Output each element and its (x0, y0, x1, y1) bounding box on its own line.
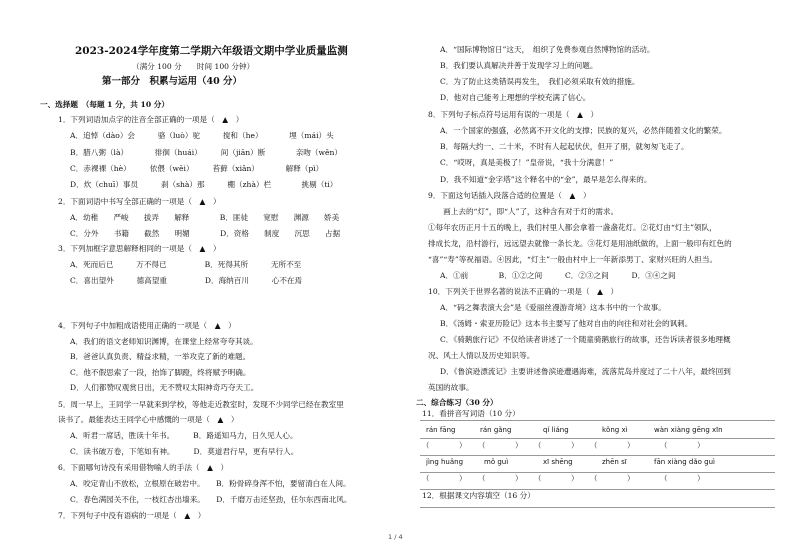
q9-options: A．①前 B．①②之间 C．②③之间 D．③④之间 (440, 271, 676, 280)
q8-option-b: B．每隔大约一、二十米，不时有人起起伏伏，但开了朋，就匆匆飞走了。 (440, 142, 689, 151)
answer-blank-2-3[interactable]: （ ） (534, 474, 579, 483)
pinyin-2-5: fān xiàng dǎo guì (654, 458, 715, 466)
pinyin-2-4: zhēn sī (602, 458, 627, 466)
pinyin-1-4: kǒng xì (602, 426, 628, 434)
pinyin-2-2: mǒ guì (484, 458, 509, 466)
answer-blank-2-2[interactable]: （ ） (478, 474, 523, 483)
question-9: 9．下面这句话插入段落合适的位置是（ ▲ ） (428, 191, 591, 200)
q10-option-c: C．《骑鹅旅行记》不仅给读者讲述了一个随童骑鹅旅行的故事，还告诉读者很多地理概 (440, 335, 731, 344)
question-5: 5．周一早上，王同学一早就来到学校，等他走近教室时，发现不少同学已经在教室里 (58, 400, 344, 409)
section-one-heading: 一、选择题 （每题 1 分，共 10 分） (40, 100, 169, 109)
q10-option-a: A．“码之舞表演大会”是《爱丽丝漫游奇境》这本书中的一个故事。 (440, 303, 666, 312)
exam-scoring: （满分 100 分 时间 100 分钟） (132, 62, 255, 71)
q8-option-a: A．一个国家的强盛，必然离不开文化的支撑；民族的复兴，必然伴随着文化的繁荣。 (440, 126, 727, 135)
q3-options-cd: C．喜出望外 德高望重 D．海纳百川 心不在焉 (70, 276, 303, 285)
q8-option-c: C．“哎呀，真是美极了！”皇帝说，“我十分满意！” (440, 158, 614, 167)
q1-option-c: C．赤裸裸（hè） 依偎（wěi） 苔藓（xiǎn） 解释（pì） (70, 164, 324, 173)
answer-blank-1-5[interactable]: （ ） (660, 441, 705, 450)
q5-options-cd: C．读书破万卷，下笔如有神。 D．莫道君行早，更有早行人。 (70, 447, 299, 456)
question-10: 10．下列关于世界名著的说法不正确的一项是（ ▲ ） (428, 287, 619, 296)
q9-passage-line-3: “喜”“寿”等祝福语。④因此，“灯主”一般由村中上一年新添男丁、家财兴旺的人担当。 (428, 255, 718, 264)
q4-option-d: D．人们都赞叹观赏日出，无不赞叹太阳神奇巧夺天工。 (70, 383, 259, 392)
pinyin-1-2: rán gǎng (480, 426, 512, 434)
question-4: 4．下列句子中加粗成语使用正确的一项是（ ▲ ） (58, 321, 236, 330)
page-number: 1 / 4 (388, 533, 403, 541)
question-5-cont: 读书了。最能表达王同学心中感慨的一项是（ ▲ ） (58, 415, 239, 424)
q1-option-b: B．腊八粥（là） 徘徊（huái） 间（jiān）断 亲吻（wěn） (70, 148, 342, 157)
answer-blank-2-1[interactable]: （ ） (422, 474, 467, 483)
question-6: 6．下面哪句诗没有采用借物喻人的手法（ ▲ ） (58, 463, 229, 472)
question-8: 8．下列句子标点符号运用有误的一项是（ ▲ ） (428, 110, 599, 119)
q4-option-b: B．爸爸认真负责、精益求精，一举攻克了新的难题。 (70, 352, 251, 361)
pinyin-1-1: rán fāng (426, 426, 456, 434)
q1-option-d: D．炊（chuī）事员 刹（shà）那 棚（zhà）栏 挑剔（ti） (70, 180, 338, 189)
q3-options-ab: A．死而后已 万不得已 B．死得其所 无所不至 (70, 260, 302, 269)
q10-option-d-cont: 英国的故事。 (428, 383, 474, 392)
q10-option-b: B．《汤姆・索亚历险记》这本书主要写了他对自由的向往和对社会的讽刺。 (440, 319, 693, 328)
q9-insert-sentence: 画上去的“灯”，即“人”了，这种含有对于灯的需求。 (428, 207, 619, 216)
question-12: 12．根据课文内容填空（16 分） (422, 491, 535, 500)
pinyin-2-1: jìng huǎng (426, 458, 464, 466)
pinyin-1-3: qí liáng (543, 426, 569, 434)
q4-option-c: C．他不假思索了一段，抬饰了脚蹬，终将赋予明确。 (70, 368, 251, 377)
q4-option-a: A．我们的语文老师知识渊博，在课堂上经常夸夸其谈。 (70, 337, 258, 346)
answer-blank-2-5[interactable]: （ ） (660, 474, 705, 483)
q7-option-a: A．“国际博物馆日”这天， 组织了免费参观自然博物馆的活动。 (440, 45, 655, 54)
question-1: 1．下列词语加点字的注音全部正确的一项是（ ▲ ） (58, 115, 244, 124)
question-2: 2．下面词语中书写全部正确的一项是（ ▲ ） (58, 197, 221, 206)
q1-option-a: A．追悼（dào）会 骆（luò）驼 搅和（he） 埋（mái）头 (70, 131, 334, 140)
q10-option-d: D．《鲁滨逊漂流记》主要讲述鲁滨逊遭遇海难，流落荒岛并度过了二十八年，最终回到 (440, 367, 731, 376)
q7-option-c: C．为了防止这类错误再发生， 我们必须采取有效的措施。 (440, 77, 640, 86)
q7-option-d: D．他对自己能考上理想的学校充满了信心。 (440, 93, 591, 102)
question-11: 11．看拼音写词语（10 分） (422, 409, 520, 418)
part-one-heading: 第一部分 积累与运用（40 分） (102, 76, 243, 87)
answer-blank-1-1[interactable]: （ ） (422, 441, 467, 450)
q10-option-c-cont: 况、风土人情以及历史知识等。 (428, 351, 535, 360)
q8-option-d: D．我不知道“金字塔”这个释名中的“金”，最早是怎么得来的。 (440, 175, 652, 184)
answer-blank-2-4[interactable]: （ ） (590, 474, 635, 483)
exam-title: 2023-2024学年度第二学期六年级语文期中学业质量监测 (75, 45, 348, 57)
section-two-heading: 二、综合练习（30 分） (416, 398, 498, 407)
q2-options-ab: A．幼稚 严峻 拔弄 解释 B．匪徒 宽慰 渊源 娇美 (70, 213, 340, 222)
question-7: 7．下列句子中没有语病的一项是（ ▲ ） (58, 511, 206, 520)
q9-passage-line-1: ①每年农历正月十五的晚上，我们村里人都会拿着一盏盏花灯。②花灯由“灯主”领队， (428, 223, 717, 232)
pinyin-2-3: xī shēng (543, 458, 573, 466)
pinyin-1-5: wàn xiàng gēng xīn (654, 426, 723, 434)
q6-options-cd: C．春色满园关不住，一枝红杏出墙来。 D．千磨万击还坚劲，任尔东西南北风。 (70, 495, 352, 504)
question-3: 3．下列加框字意思解释相同的一项是（ ▲ ） (58, 244, 221, 253)
q7-option-b: B．我们要认真解决并善于发现学习上的问题。 (440, 61, 598, 70)
q9-passage-line-2: 排成长龙，沿村游行，远远望去就像一条长龙。③花灯是用油纸做的，上面一般印有红色的 (428, 239, 732, 248)
answer-blank-1-2[interactable]: （ ） (478, 441, 523, 450)
answer-blank-1-4[interactable]: （ ） (590, 441, 635, 450)
q2-options-cd: C．分外 书籍 截然 明媚 D．资格 制度 沉思 占据 (70, 229, 341, 238)
answer-blank-1-3[interactable]: （ ） (534, 441, 579, 450)
q6-options-ab: A．咬定青山不放松，立根原在破岩中。 B．粉骨碎身浑不怕，要留清白在人间。 (70, 479, 351, 488)
q5-options-ab: A．听君一席话，胜读十年书。 B．路遥知马力，日久见人心。 (70, 431, 298, 440)
